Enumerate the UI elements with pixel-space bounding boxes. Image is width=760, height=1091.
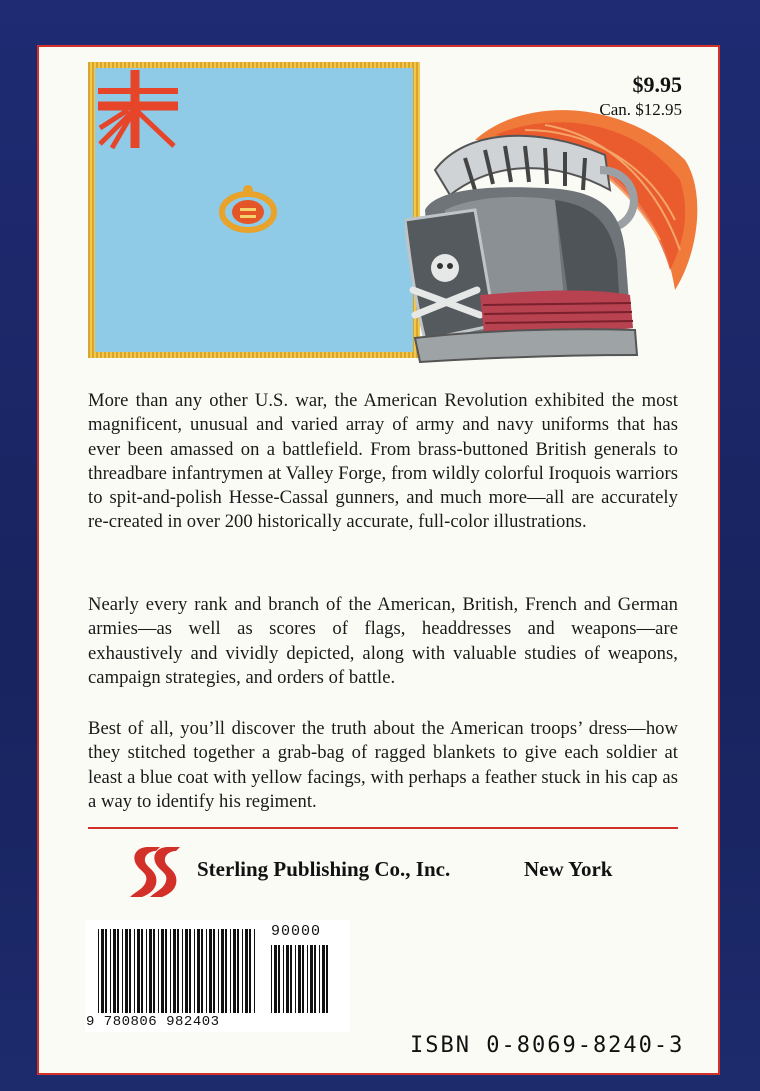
divider-rule — [88, 827, 678, 829]
helmet-illustration — [405, 100, 705, 385]
barcode-addon-number: 90000 — [271, 923, 322, 940]
price: $9.95 — [632, 72, 682, 97]
publisher-city: New York — [524, 857, 613, 881]
union-canton — [95, 68, 180, 150]
publisher-name: Sterling Publishing Co., Inc. — [197, 857, 451, 881]
price-canada: Can. $12.95 — [599, 100, 682, 119]
publisher-logo — [128, 843, 186, 901]
isbn: ISBN 0-8069-8240-3 — [410, 1033, 685, 1058]
addon-barcode — [271, 945, 331, 1013]
description-paragraph-3: Best of all, you’ll discover the truth about the American troops’ dress—how they stitched together a grab-bag of ragged blankets to give each soldier at least a blue coat with yellow facings, with perhaps a feather stuck in his cap as a way to identify his regiment. — [88, 718, 678, 812]
description-paragraph-1: More than any other U.S. war, the American Revolution exhibited the most magnificent, unusual and varied array of army and navy uniforms that has ever been amassed on a battlefield. From brass-buttoned British generals to threadbare infantrymen at Valley Forge, from wildly colorful Iroquois warriors to spit-and-polish Hesse-Cassal gunners, and much more—all are accurately re-created in over 200 historically accurate, full-color illustrations. — [88, 390, 678, 533]
barcode-number: 9 780806 982403 — [86, 1014, 220, 1030]
description-paragraph-2: Nearly every rank and branch of the American, British, French and German armies—as well as scores of flags, headdresses and weapons—are exhaustively and vividly depicted, along with valuable studies of weapons, campaign strategies, and orders of battle. — [88, 594, 678, 688]
flag-illustration — [88, 62, 420, 358]
ean-barcode — [98, 929, 258, 1013]
